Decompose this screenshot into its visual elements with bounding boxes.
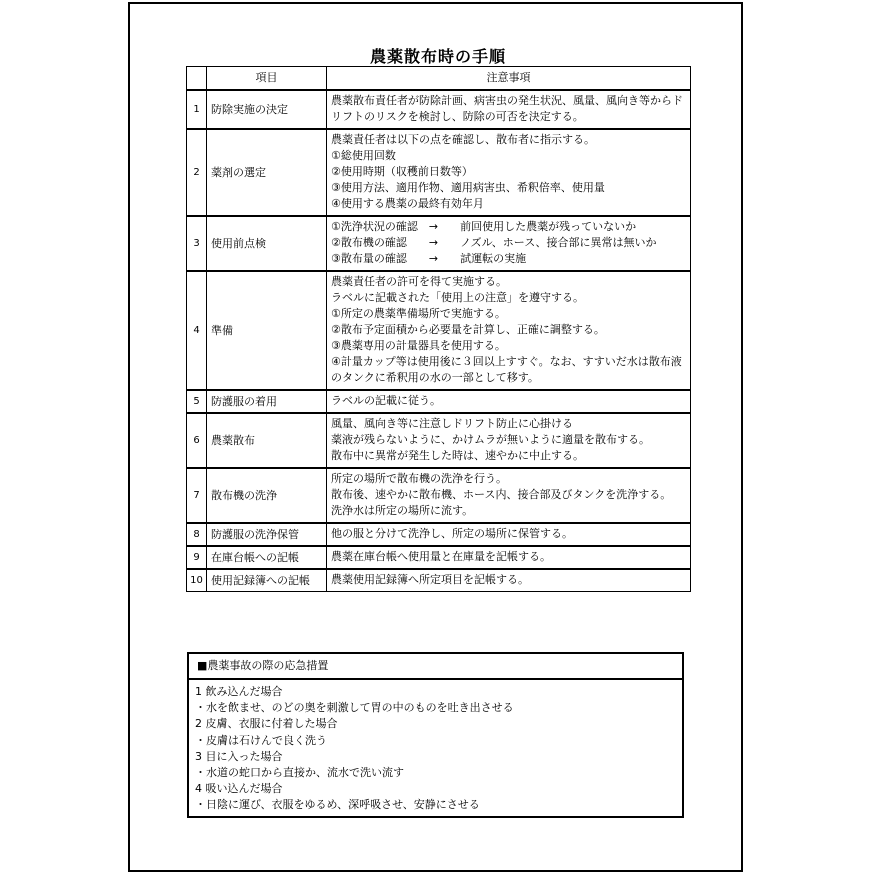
row-item: 使用前点検 bbox=[207, 216, 327, 271]
note-line: 所定の場所で散布機の洗浄を行う。 bbox=[331, 472, 507, 485]
note-line: 薬液が残らないように、かけムラが無いように適量を散布する。 bbox=[331, 433, 650, 446]
row-item: 在庫台帳への記帳 bbox=[207, 546, 327, 569]
note-line: ③使用方法、適用作物、適用病害虫、希釈倍率、使用量 bbox=[331, 181, 605, 194]
row-notes bbox=[327, 129, 691, 216]
table-row bbox=[187, 468, 691, 523]
emergency-line: ・皮膚は石けんで良く洗う bbox=[195, 733, 327, 747]
note-line: 洗浄水は所定の場所に流す。 bbox=[331, 504, 474, 517]
row-notes bbox=[327, 216, 691, 271]
note-line: ②使用時期（収穫前日数等） bbox=[331, 165, 473, 178]
table-row bbox=[187, 216, 691, 271]
table-row bbox=[187, 129, 691, 216]
note-line: ①洗浄状況の確認 → 前回使用した農薬が残っていないか bbox=[331, 220, 637, 233]
emergency-line: ・日陰に運び、衣服をゆるめ、深呼吸させ、安静にさせる bbox=[195, 798, 480, 812]
note-line: ②散布予定面積から必要量を計算し、正確に調整する。 bbox=[331, 323, 605, 336]
emergency-measures-box bbox=[187, 652, 684, 818]
table-row bbox=[187, 546, 691, 569]
note-line: ラベルに記載された「使用上の注意」を遵守する。 bbox=[331, 291, 584, 304]
note-line: ①総使用回数 bbox=[331, 149, 396, 162]
note-line: ラベルの記載に従う。 bbox=[331, 394, 441, 407]
row-notes bbox=[327, 390, 691, 413]
table-header-row bbox=[187, 67, 691, 91]
note-line: 農薬使用記録簿へ所定項目を記帳する。 bbox=[331, 573, 529, 586]
emergency-body bbox=[189, 680, 682, 814]
emergency-line: 1 飲み込んだ場合 bbox=[195, 685, 283, 698]
note-line: 散布中に異常が発生した時は、速やかに中止する。 bbox=[331, 449, 584, 462]
note-line: ②散布機の確認 → ノズル、ホース、接合部に異常は無いか bbox=[331, 236, 657, 249]
row-number: 2 bbox=[187, 129, 207, 216]
row-item: 散布機の洗浄 bbox=[207, 468, 327, 523]
row-notes bbox=[327, 468, 691, 523]
note-line: 農薬責任者は以下の点を確認し、散布者に指示する。 bbox=[331, 133, 595, 146]
row-number: 4 bbox=[187, 271, 207, 390]
note-line: 散布後、速やかに散布機、ホース内、接合部及びタンクを洗浄する。 bbox=[331, 488, 672, 501]
row-item: 防護服の洗浄保管 bbox=[207, 523, 327, 546]
row-number: 5 bbox=[187, 390, 207, 413]
emergency-line: 4 吸い込んだ場合 bbox=[195, 782, 283, 796]
note-line: ①所定の農薬準備場所で実施する。 bbox=[331, 307, 506, 320]
row-notes bbox=[327, 90, 691, 129]
row-number: 7 bbox=[187, 468, 207, 523]
note-line: 農薬責任者の許可を得て実施する。 bbox=[331, 275, 507, 288]
note-line: 農薬在庫台帳へ使用量と在庫量を記帳する。 bbox=[331, 550, 551, 563]
header-number bbox=[187, 67, 207, 91]
row-number: 10 bbox=[187, 569, 207, 592]
procedure-table bbox=[186, 66, 691, 592]
row-item: 薬剤の選定 bbox=[207, 129, 327, 216]
row-item: 農薬散布 bbox=[207, 413, 327, 468]
row-item: 使用記録簿への記帳 bbox=[207, 569, 327, 592]
emergency-line: ・水道の蛇口から直接か、流水で洗い流す bbox=[195, 766, 404, 780]
table-row bbox=[187, 569, 691, 592]
note-line: ③散布量の確認 → 試運転の実施 bbox=[331, 252, 527, 265]
row-number: 3 bbox=[187, 216, 207, 271]
row-notes bbox=[327, 271, 691, 390]
row-number: 8 bbox=[187, 523, 207, 546]
row-item: 準備 bbox=[207, 271, 327, 390]
note-line: 風量、風向き等に注意しドリフト防止に心掛ける bbox=[331, 417, 573, 430]
table-row bbox=[187, 523, 691, 546]
header-notes: 注意事項 bbox=[327, 67, 691, 91]
emergency-line: ・水を飲ませ、のどの奥を刺激して胃の中のものを吐き出させる bbox=[195, 701, 514, 715]
note-line: 農薬散布責任者が防除計画、病害虫の発生状況、風量、風向き等からドリフトのリスクを検討し、防除の可否を決定する。 bbox=[331, 94, 683, 123]
table-row bbox=[187, 413, 691, 468]
emergency-heading: ■農薬事故の際の応急措置 bbox=[189, 654, 682, 680]
emergency-line: 2 皮膚、衣服に付着した場合 bbox=[195, 717, 338, 731]
row-number: 1 bbox=[187, 90, 207, 129]
row-number: 6 bbox=[187, 413, 207, 468]
table-row bbox=[187, 271, 691, 390]
note-line: ④使用する農薬の最終有効年月 bbox=[331, 197, 484, 210]
row-item: 防護服の着用 bbox=[207, 390, 327, 413]
table-row bbox=[187, 90, 691, 129]
note-line: ④計量カップ等は使用後に３回以上すすぐ。なお、すすいだ水は散布液のタンクに希釈用の水の一部として移す。 bbox=[331, 355, 682, 384]
emergency-line: 3 目に入った場合 bbox=[195, 749, 283, 763]
note-line: ③農薬専用の計量器具を使用する。 bbox=[331, 339, 506, 352]
row-item: 防除実施の決定 bbox=[207, 90, 327, 129]
row-notes bbox=[327, 546, 691, 569]
row-number: 9 bbox=[187, 546, 207, 569]
row-notes bbox=[327, 569, 691, 592]
row-notes bbox=[327, 413, 691, 468]
row-notes bbox=[327, 523, 691, 546]
header-item: 項目 bbox=[207, 67, 327, 91]
note-line: 他の服と分けて洗浄し、所定の場所に保管する。 bbox=[331, 527, 573, 540]
document-title: 農薬散布時の手順 bbox=[369, 47, 506, 66]
table-row bbox=[187, 390, 691, 413]
